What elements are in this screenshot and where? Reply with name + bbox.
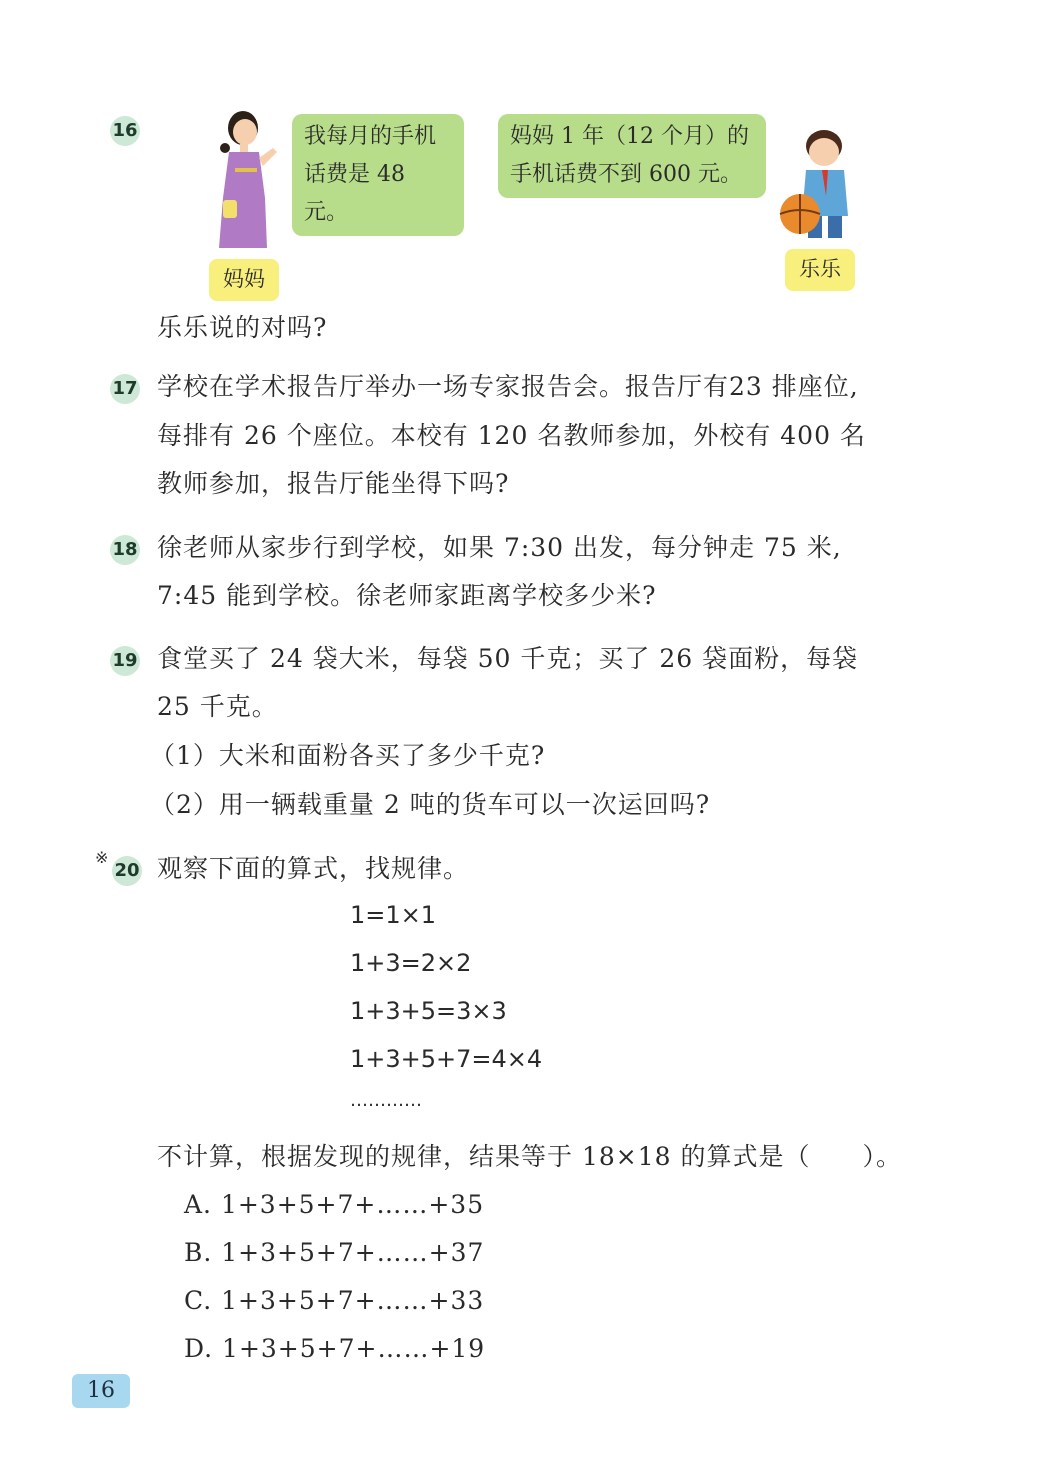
lele-bubble-line2: 手机话费不到 600 元。 <box>510 162 742 187</box>
formula-ellipsis: ………… <box>350 1090 422 1111</box>
lele-label: 乐乐 <box>785 249 855 291</box>
formula-2: 1+3=2×2 <box>350 949 472 977</box>
q17-line3: 教师参加，报告厅能坐得下吗? <box>157 469 510 498</box>
mom-bubble-line2: 话费是 48 元。 <box>304 162 405 225</box>
question-number-17: 17 <box>110 374 140 404</box>
q17-line1: 学校在学术报告厅举办一场专家报告会。报告厅有23 排座位, <box>157 372 859 401</box>
q20-question: 不计算，根据发现的规律，结果等于 18×18 的算式是（ ）。 <box>157 1142 902 1171</box>
q20-intro: 观察下面的算式，找规律。 <box>157 854 470 883</box>
page-number: 16 <box>72 1374 130 1408</box>
mom-label: 妈妈 <box>209 259 279 301</box>
question-number-19: 19 <box>110 646 140 676</box>
formula-1: 1=1×1 <box>350 901 437 929</box>
q19-line2: 25 千克。 <box>157 692 278 721</box>
q18-line1: 徐老师从家步行到学校，如果 7:30 出发，每分钟走 75 米, <box>157 533 842 562</box>
mom-bubble-line1: 我每月的手机 <box>304 124 437 149</box>
q20-option-d: D. 1+3+5+7+……+19 <box>184 1334 486 1363</box>
question-number-16: 16 <box>110 116 140 146</box>
formula-3: 1+3+5=3×3 <box>350 997 507 1025</box>
q18-line2: 7:45 能到学校。徐老师家距离学校多少米? <box>157 581 657 610</box>
lele-speech-bubble <box>498 114 766 198</box>
q17-line2: 每排有 26 个座位。本校有 120 名教师参加，外校有 400 名 <box>157 421 866 450</box>
mom-illustration <box>205 108 285 258</box>
formula-4: 1+3+5+7=4×4 <box>350 1045 543 1073</box>
question-number-20: 20 <box>112 856 142 886</box>
mom-speech-bubble <box>292 114 464 236</box>
optional-mark: ※ <box>95 848 109 867</box>
q19-sub2: （2）用一辆载重量 2 吨的货车可以一次运回吗? <box>150 790 711 819</box>
lele-bubble-line1: 妈妈 1 年（12 个月）的 <box>510 124 749 149</box>
q19-sub1: （1）大米和面粉各买了多少千克? <box>150 741 546 770</box>
q19-line1: 食堂买了 24 袋大米，每袋 50 千克；买了 26 袋面粉，每袋 <box>157 644 859 673</box>
q20-option-b: B. 1+3+5+7+……+37 <box>184 1238 485 1267</box>
q20-option-c: C. 1+3+5+7+……+33 <box>184 1286 485 1315</box>
question-number-18: 18 <box>110 535 140 565</box>
q20-option-a: A. 1+3+5+7+……+35 <box>184 1190 485 1219</box>
q16-question: 乐乐说的对吗? <box>157 313 328 342</box>
lele-illustration <box>776 126 856 246</box>
